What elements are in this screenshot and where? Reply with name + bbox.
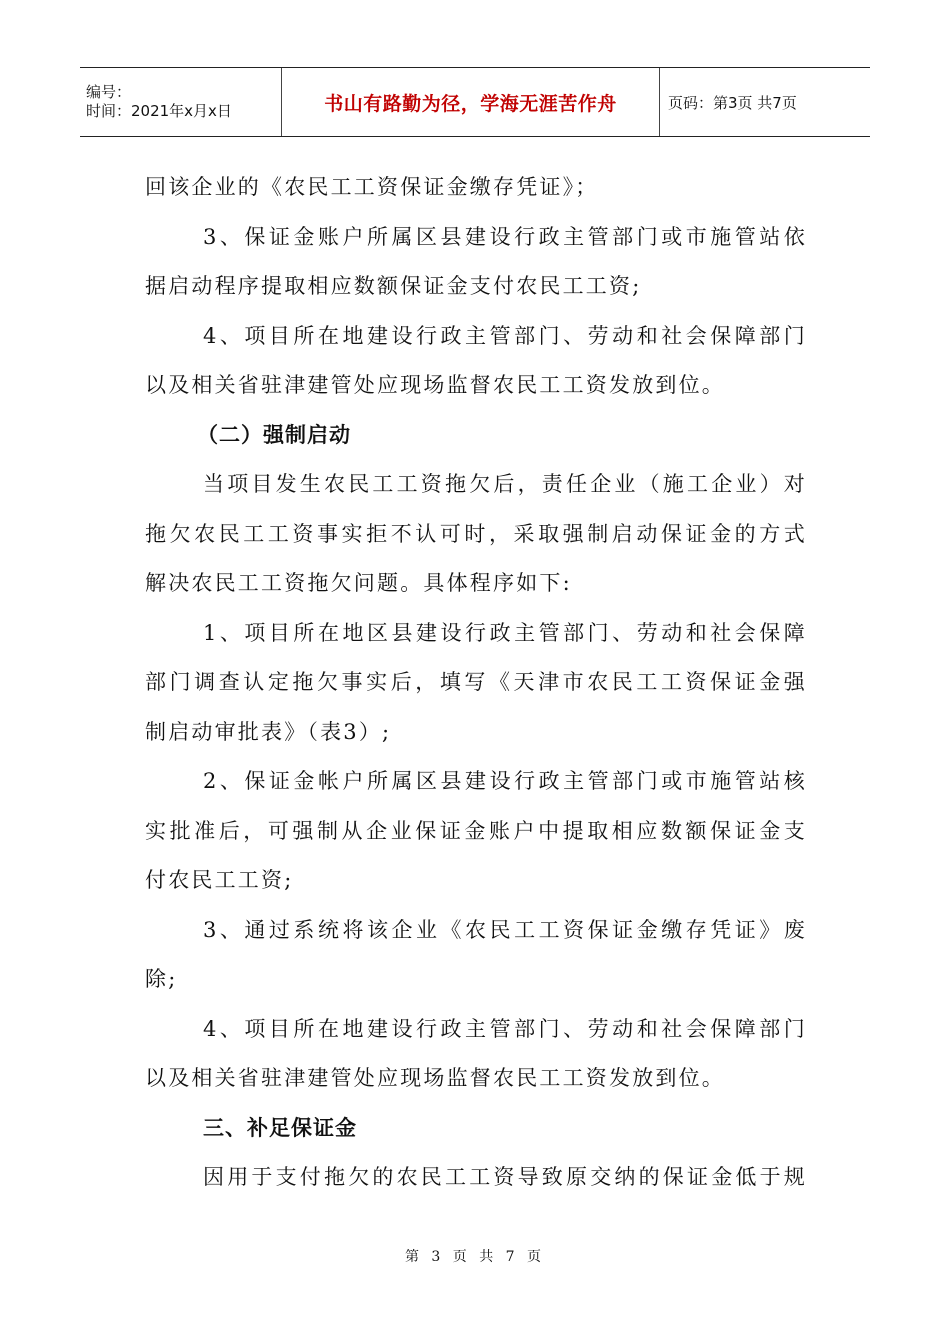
- body-line: 回该企业的《农民工工资保证金缴存凭证》；: [145, 175, 599, 199]
- document-date: 时间：2021年x月x日: [86, 102, 232, 120]
- body-line: 因用于支付拖欠的农民工工资导致原交纳的保证金低于规: [203, 1165, 807, 1189]
- body-line: 除;: [145, 967, 178, 991]
- body-line: 3、保证金账户所属区县建设行政主管部门或市施管站依: [203, 224, 807, 249]
- body-line: 制启动审批表》（表3）;: [145, 719, 392, 744]
- body-line: 据启动程序提取相应数额保证金支付农民工工资;: [145, 274, 642, 298]
- body-line: 拖欠农民工工资事实拒不认可时，采取强制启动保证金的方式: [145, 521, 807, 546]
- document-number-label: 编号：: [86, 83, 132, 101]
- header-page-info: 页码：第3页 共7页: [668, 93, 797, 112]
- section-heading-replenish-deposit: 三、补足保证金: [203, 1115, 357, 1140]
- body-line: 实批准后，可强制从企业保证金账户中提取相应数额保证金支: [145, 818, 807, 843]
- page-footer: 第 3 页 共 7 页: [404, 1249, 546, 1265]
- body-line: 部门调查认定拖欠事实后，填写《天津市农民工工资保证金强: [145, 670, 807, 694]
- header-motto: [282, 68, 660, 136]
- body-line: 解决农民工工资拖欠问题。具体程序如下:: [145, 571, 572, 595]
- body-line: 3、通过系统将该企业《农民工工资保证金缴存凭证》废: [203, 917, 807, 942]
- section-heading-forced-start: （二）强制启动: [197, 422, 351, 447]
- document-body: [145, 163, 807, 1203]
- page-header: [80, 67, 870, 137]
- body-line: 以及相关省驻津建管处应现场监督农民工工资发放到位。: [145, 1066, 725, 1090]
- body-line: 2、保证金帐户所属区县建设行政主管部门或市施管站核: [203, 769, 807, 793]
- body-line: 4、项目所在地建设行政主管部门、劳动和社会保障部门: [203, 323, 807, 348]
- body-line: 付农民工工资;: [145, 868, 294, 892]
- body-line: 4、项目所在地建设行政主管部门、劳动和社会保障部门: [203, 1016, 807, 1041]
- motto-text: 书山有路勤为径，学海无涯苦作舟: [324, 92, 617, 115]
- body-line: 1、项目所在地区县建设行政主管部门、劳动和社会保障: [203, 620, 807, 645]
- header-meta: [80, 68, 282, 136]
- body-line: 以及相关省驻津建管处应现场监督农民工工资发放到位。: [145, 373, 725, 397]
- body-line: 当项目发生农民工工资拖欠后，责任企业（施工企业）对: [203, 472, 807, 496]
